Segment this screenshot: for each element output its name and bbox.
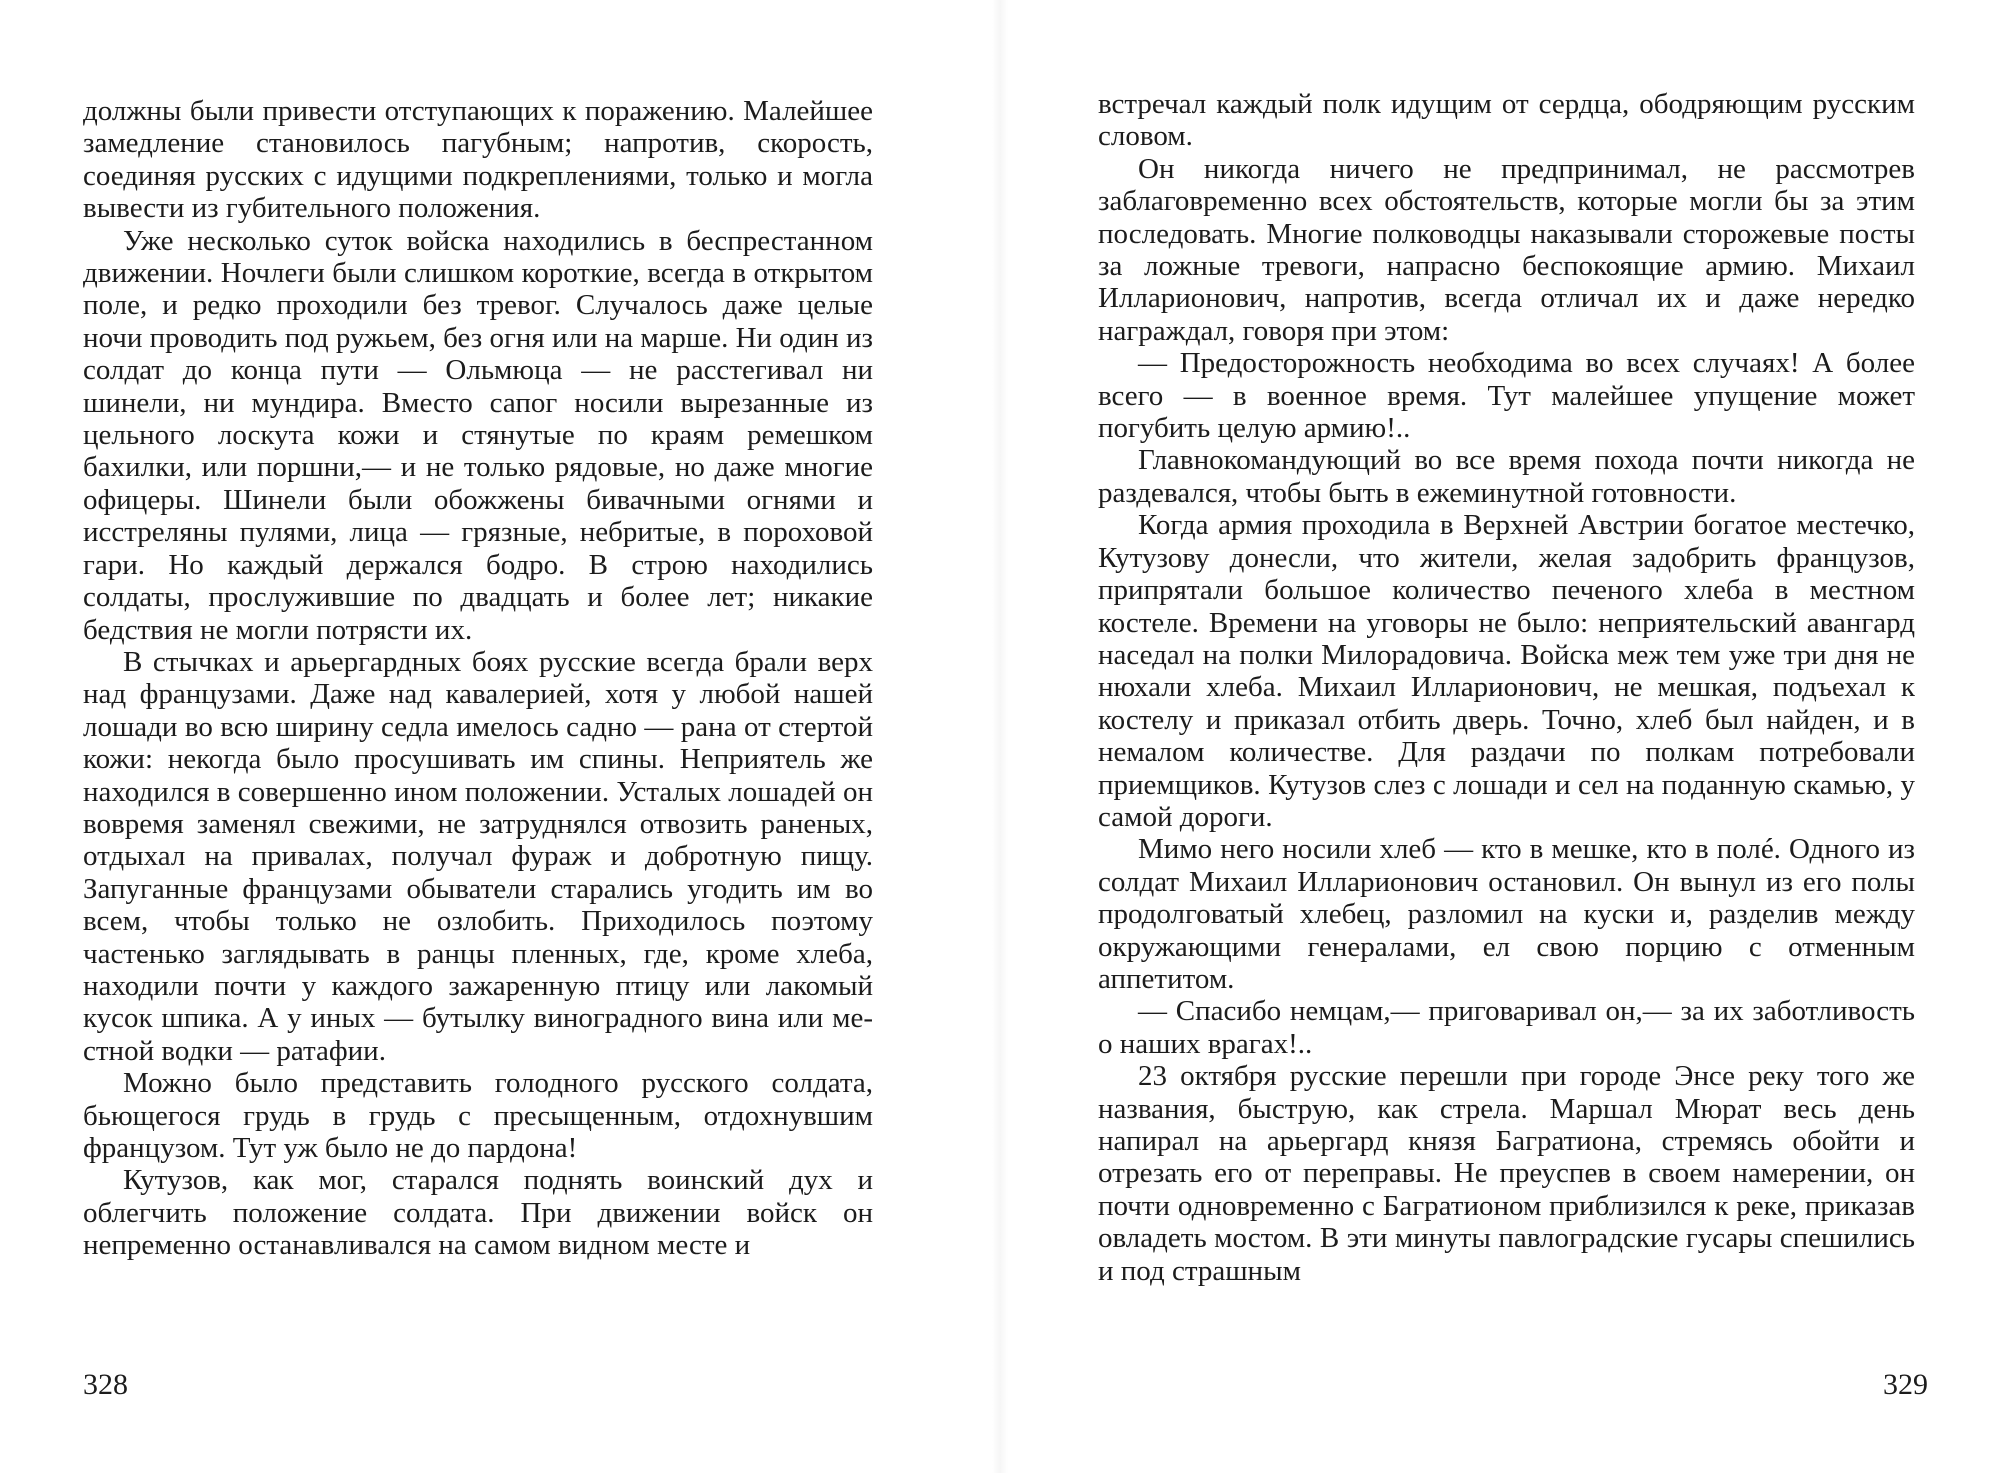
page-number-left: 328 bbox=[83, 1368, 128, 1401]
left-page-text bbox=[83, 95, 873, 1262]
paragraph: — Предосторожность необходима во всех случаях! А более всего — в военное время. Тут малейшее упущение может погубить целую армию!.. bbox=[1098, 347, 1915, 445]
paragraph: Уже несколько суток войска находились в беспрестанном движении. Ночлеги были слишком короткие, всегда в открытом поле, и редко проходили без тревог. Случалось даже целые ночи проводить под ружьем, без огня или на марше. Ни один из солдат до конца пути — Ольмюца — не расстегивал ни шинели, ни мундира. Вместо сапог носили вырезанные из цельного лоскута кожи и стянутые по краям ремешком бахилки, или поршни,— и не только рядовые, но даже многие офицеры. Шинели были обожжены бивачными огнями и исстреляны пулями, лица — грязные, небритые, в пороховой гари. Но каждый держался бодро. В строю находились солдаты, прослужившие по двадцать и более лет; никакие бедствия не могли потрясти их. bbox=[83, 224, 873, 646]
paragraph: Мимо него носили хлеб — кто в мешке, кто в полé. Одного из солдат Михаил Илларионович остановил. Он вынул из его полы продолговатый хлебец, разломил на куски и, разделив между окружающими генералами, ел свою порцию с отменным аппетитом. bbox=[1098, 833, 1915, 995]
paragraph: — Спасибо немцам,— приговаривал он,— за их заботливость о наших врагах!.. bbox=[1098, 995, 1915, 1060]
paragraph: 23 октября русские перешли при городе Энсе реку того же названия, быструю, как стрела. Маршал Мюрат весь день напирал на арьергард князя Багратиона, стремясь обойти и отрезать его от переправы. Не преуспев в своем намерении, он почти одновременно с Багратионом приблизился к реке, приказав овладеть мостом. В эти минуты павлоградские гусары спешились и под страшным bbox=[1098, 1060, 1915, 1287]
paragraph: должны были привести отступающих к поражению. Малейшее замедление становилось пагубным; напротив, скорость, соединяя русских с идущими подкреплениями, только и могла вывести из губительного положения. bbox=[83, 95, 873, 225]
paragraph: Он никогда ничего не предпринимал, не рассмотрев заблаговременно всех обстоятельств, которые могли бы за этим последовать. Многие полководцы наказывали сторожевые посты за ложные тревоги, напрасно беспокоящие армию. Михаил Илларионович, напротив, всегда отличал их и даже нередко награждал, говоря при этом: bbox=[1098, 152, 1915, 347]
paragraph: Кутузов, как мог, старался поднять воинский дух и облегчить положение солдата. При движении войск он непременно останавливался на самом видном месте и bbox=[83, 1164, 873, 1262]
right-page-text bbox=[1098, 88, 1915, 1287]
right-page bbox=[1000, 0, 2000, 1473]
paragraph: Главнокомандующий во все время похода почти никогда не раздевался, чтобы быть в ежеминутной готовности. bbox=[1098, 444, 1915, 509]
paragraph: встречал каждый полк идущим от сердца, ободряющим русским словом. bbox=[1098, 88, 1915, 153]
paragraph: Когда армия проходила в Верхней Австрии богатое местечко, Кутузову донесли, что жители, желая задобрить французов, припрятали большое количество печеного хлеба в местном костеле. Времени на уговоры не было: неприятельский авангард наседал на полки Милорадовича. Войска меж тем уже три дня не нюхали хлеба. Михаил Илларионович, не мешкая, подъехал к костелу и приказал отбить дверь. Точно, хлеб был найден, и в немалом количестве. Для раздачи по полкам потребовали приемщиков. Кутузов слез с лошади и сел на поданную скамью, у самой дороги. bbox=[1098, 509, 1915, 833]
paragraph: В стычках и арьергардных боях русские всегда брали верх над французами. Даже над кавалерией, хотя у любой нашей лошади во всю ширину седла имелось садно — рана от стертой кожи: некогда было просушивать им спины. Неприятель же находился в совершенно ином положении. Усталых лошадей он вовремя заменял свежими, не затруднялся отвозить раненых, отдыхал на привалах, получал фураж и добротную пищу. Запуганные французами обыватели старались угодить им во всем, чтобы только не озлобить. Приходилось поэтому частенько заглядывать в ранцы пленных, где, кроме хлеба, находили почти у каждого зажаренную птицу или лакомый кусок шпика. А у иных — бутылку виноградного вина или местной водки — ратафии. bbox=[83, 645, 873, 1067]
page-number-right: 329 bbox=[1883, 1368, 1928, 1401]
paragraph: Можно было представить голодного русского солдата, бьющегося грудь в грудь с пресыщенным, отдохнувшим французом. Тут уж было не до пардона! bbox=[83, 1067, 873, 1164]
